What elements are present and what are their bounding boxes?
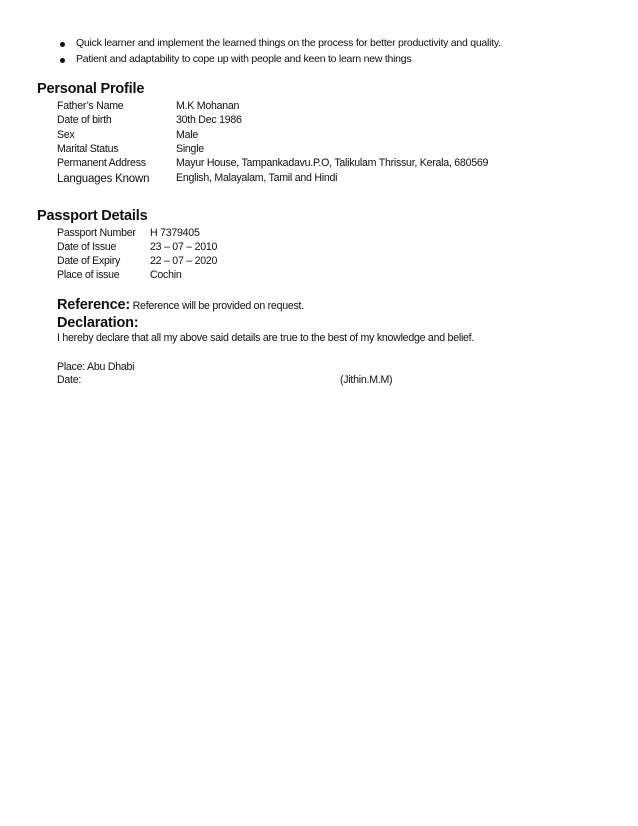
declaration-text: I hereby declare that all my above said details are true to the best of my knowledge and belief. bbox=[57, 332, 475, 344]
passport-label-place-of-issue: Place of issue bbox=[57, 269, 120, 281]
reference-line bbox=[57, 296, 304, 314]
profile-label-languages-known: Languages Known bbox=[57, 173, 150, 185]
bullet-text-1: Quick learner and implement the learned things on the process for better productivity and quality. bbox=[76, 37, 501, 49]
reference-heading: Reference: bbox=[57, 297, 130, 313]
signature-name: (Jithin.M.M) bbox=[340, 374, 393, 386]
passport-label-number: Passport Number bbox=[57, 227, 136, 239]
profile-value-date-of-birth: 30th Dec 1986 bbox=[176, 114, 242, 126]
bullet-dot-2 bbox=[60, 58, 65, 63]
reference-text: Reference will be provided on request. bbox=[129, 300, 304, 312]
profile-label-fathers-name: Father’s Name bbox=[57, 100, 124, 112]
bullet-text-2: Patient and adaptability to cope up with people and keen to learn new things bbox=[76, 53, 412, 65]
passport-value-date-of-expiry: 22 – 07 – 2020 bbox=[150, 255, 218, 267]
personal-profile-heading: Personal Profile bbox=[37, 81, 145, 97]
profile-label-marital-status: Marital Status bbox=[57, 143, 119, 155]
passport-label-date-of-issue: Date of Issue bbox=[57, 241, 117, 253]
passport-value-number: H 7379405 bbox=[150, 227, 200, 239]
date-label: Date: bbox=[57, 374, 82, 386]
profile-label-sex: Sex bbox=[57, 129, 75, 141]
place-line: Place: Abu Dhabi bbox=[57, 361, 135, 373]
bullet-dot-1 bbox=[60, 42, 65, 47]
profile-value-sex: Male bbox=[176, 129, 198, 141]
passport-details-heading: Passport Details bbox=[37, 208, 148, 224]
profile-value-permanent-address: Mayur House, Tampankadavu.P.O, Talikulam Thrissur, Kerala, 680569 bbox=[176, 157, 489, 169]
passport-value-date-of-issue: 23 – 07 – 2010 bbox=[150, 241, 218, 253]
profile-label-permanent-address: Permanent Address bbox=[57, 157, 146, 169]
profile-value-fathers-name: M.K Mohanan bbox=[176, 100, 240, 112]
passport-label-date-of-expiry: Date of Expiry bbox=[57, 255, 121, 267]
profile-value-languages-known: English, Malayalam, Tamil and Hindi bbox=[176, 172, 338, 184]
profile-value-marital-status: Single bbox=[176, 143, 204, 155]
declaration-heading: Declaration: bbox=[57, 315, 139, 331]
profile-label-date-of-birth: Date of birth bbox=[57, 114, 112, 126]
passport-value-place-of-issue: Cochin bbox=[150, 269, 182, 281]
